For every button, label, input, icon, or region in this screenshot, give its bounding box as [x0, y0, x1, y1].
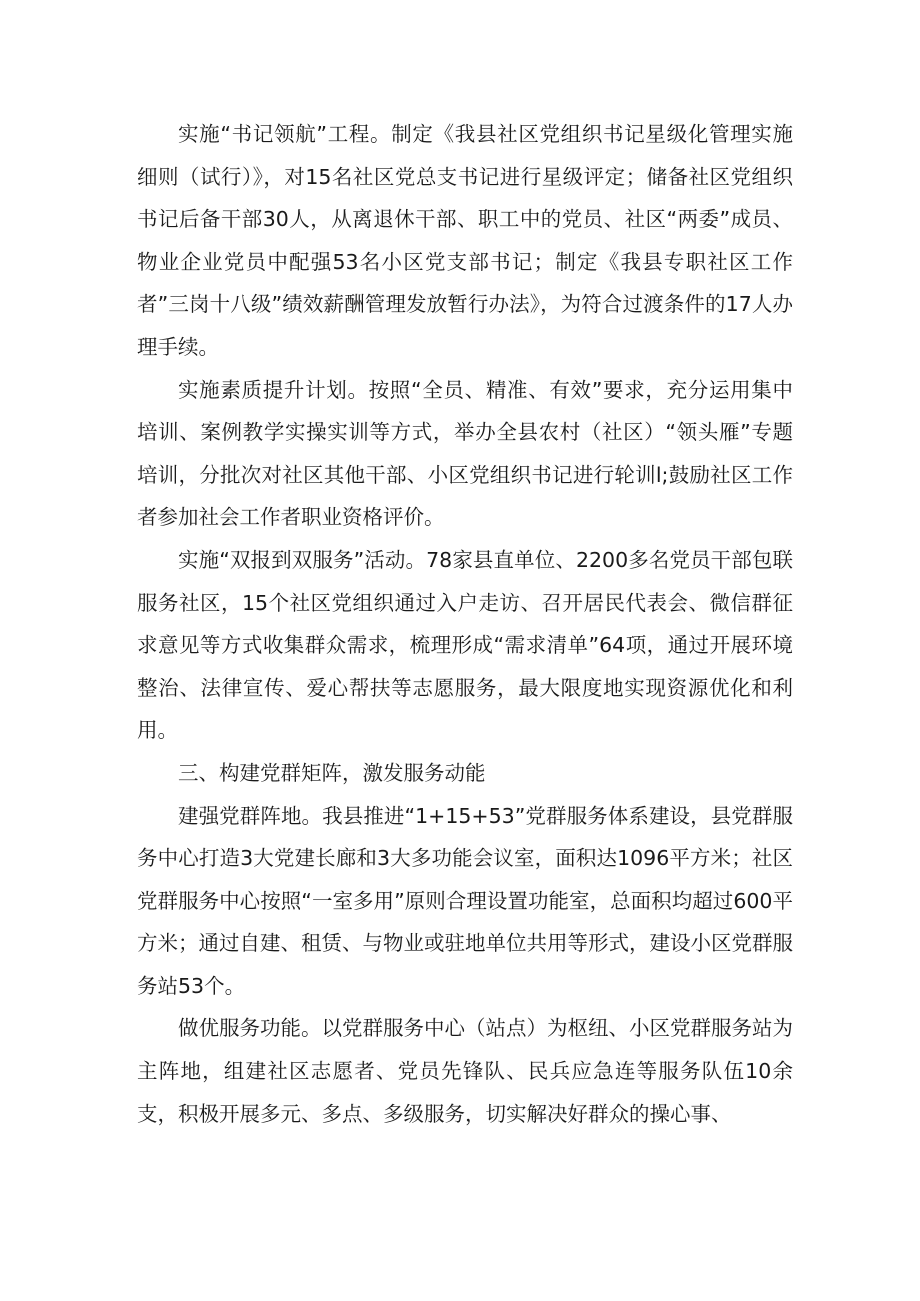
paragraph-secretary-navigation: 实施“书记领航”工程。制定《我县社区党组织书记星级化管理实施细则（试行）》，对15名社区党总支书记进行星级评定；储备社区党组织书记后备干部30人，从离退休干部、职工中的党员、社区“两委”成员、物业企业党员中配强53名小区党支部书记；制定《我县专职社区工作者”三岗十八级”绩效薪酬管理发放暂行办法》，为符合过渡条件的17人办理手续。: [137, 122, 793, 359]
paragraph-service-functions: 做优服务功能。以党群服务中心（站点）为枢纽、小区党群服务站为主阵地，组建社区志愿者、党员先锋队、民兵应急连等服务队伍10余支，积极开展多元、多点、多级服务，切实解决好群众的操心事、: [137, 1016, 793, 1126]
paragraph-dual-report-service: 实施“双报到双服务”活动。78家县直单位、2200多名党员干部包联服务社区，15个社区党组织通过入户走访、召开居民代表会、微信群征求意见等方式收集群众需求，梳理形成“需求清单”64项，通过开展环境整治、法律宣传、爱心帮扶等志愿服务，最大限度地实现资源优化和利用。: [137, 547, 793, 743]
paragraph-quality-improvement: 实施素质提升计划。按照“全员、精准、有效”要求，充分运用集中培训、案例教学实操实训等方式，举办全县农村（社区）“领头雁”专题培训，分批次对社区其他干部、小区党组织书记进行轮训l;鼓励社区工作者参加社会工作者职业资格评价。: [137, 377, 793, 530]
paragraph-party-mass-positions: 建强党群阵地。我县推进“1+15+53”党群服务体系建设，县党群服务中心打造3大党建长廊和3大多功能会议室，面积达1096平方米；社区党群服务中心按照“一室多用”原则合理设置功能室，总面积均超过600平方米；通过自建、租赁、与物业或驻地单位共用等形式，建设小区党群服务站53个。: [137, 803, 793, 998]
document-body: [137, 113, 793, 1135]
section-heading: 三、构建党群矩阵，激发服务动能: [178, 760, 486, 785]
